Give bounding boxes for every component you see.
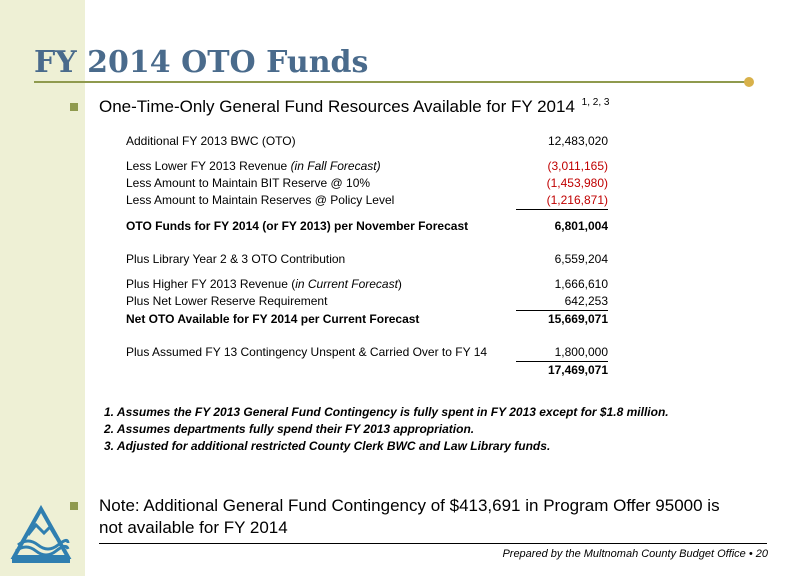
ledger-row xyxy=(126,276,608,293)
ledger-subtotal-row xyxy=(126,218,608,235)
footnote: 1. Assumes the FY 2013 General Fund Contingency is fully spent in FY 2013 except for $1.8 million. xyxy=(104,405,669,419)
note-text: Note: Additional General Fund Contingency of $413,691 in Program Offer 95000 is not available for FY 2014 xyxy=(99,496,720,537)
ledger-value: 12,483,020 xyxy=(547,134,608,148)
ledger-table xyxy=(126,133,608,379)
ledger-row xyxy=(126,251,608,268)
ledger-row xyxy=(126,344,608,362)
ledger-value: 6,801,004 xyxy=(554,219,608,233)
title-rule-dot xyxy=(744,77,754,87)
ledger-label: Less Lower FY 2013 Revenue (in Fall Forecast) xyxy=(126,159,381,173)
footnote-list xyxy=(104,404,669,455)
ledger-row xyxy=(126,293,608,311)
ledger-value: (1,453,980) xyxy=(546,176,608,190)
ledger-total-row xyxy=(126,362,608,380)
ledger-label xyxy=(126,362,516,380)
ledger-label: Plus Assumed FY 13 Contingency Unspent & Carried Over to FY 14 xyxy=(126,345,488,360)
ledger-subtotal-row xyxy=(126,311,608,329)
heading-superscript: 1, 2, 3 xyxy=(581,97,610,109)
ledger-label: Plus Net Lower Reserve Requirement xyxy=(126,294,328,309)
ledger-value: 1,666,610 xyxy=(554,277,608,291)
ledger-value: 642,253 xyxy=(516,293,608,311)
section-heading: One-Time-Only General Fund Resources Available for FY 2014 $^{1, 2, 3}$ xyxy=(99,97,610,116)
ledger-row xyxy=(126,158,608,175)
ledger-value: 6,559,204 xyxy=(554,252,608,266)
ledger-label: Plus Higher FY 2013 Revenue (in Current Forecast) xyxy=(126,277,402,291)
ledger-value: 15,669,071 xyxy=(547,312,608,326)
footer-credit: Prepared by the Multnomah County Budget Office • 20 xyxy=(502,548,768,560)
ledger-value: 1,800,000 xyxy=(516,344,608,362)
ledger-label: Less Amount to Maintain BIT Reserve @ 10% xyxy=(126,176,371,190)
sidebar-band xyxy=(0,0,85,576)
footer-rule xyxy=(99,543,767,544)
ledger-label: Net OTO Available for FY 2014 per Current Forecast xyxy=(126,311,420,326)
ledger-row xyxy=(126,175,608,192)
ledger-label: Plus Library Year 2 & 3 OTO Contribution xyxy=(126,252,346,266)
ledger-value: (3,011,165) xyxy=(547,159,608,173)
title-rule xyxy=(34,81,750,83)
footnote: 3. Adjusted for additional restricted County Clerk BWC and Law Library funds. xyxy=(104,439,551,453)
footnote: 2. Assumes departments fully spend their FY 2013 appropriation. xyxy=(104,422,475,436)
ledger-label: Additional FY 2013 BWC (OTO) xyxy=(126,134,296,148)
ledger-row xyxy=(126,192,608,210)
bullet-icon xyxy=(70,103,78,111)
ledger-label: OTO Funds for FY 2014 (or FY 2013) per November Forecast xyxy=(126,219,469,233)
county-logo-icon xyxy=(10,505,72,565)
slide-title: FY 2014 OTO Funds xyxy=(34,45,369,80)
ledger-row xyxy=(126,133,608,150)
ledger-value: (1,216,871) xyxy=(516,192,608,210)
ledger-value: 17,469,071 xyxy=(547,363,608,377)
ledger-label: Less Amount to Maintain Reserves @ Policy Level xyxy=(126,193,395,208)
